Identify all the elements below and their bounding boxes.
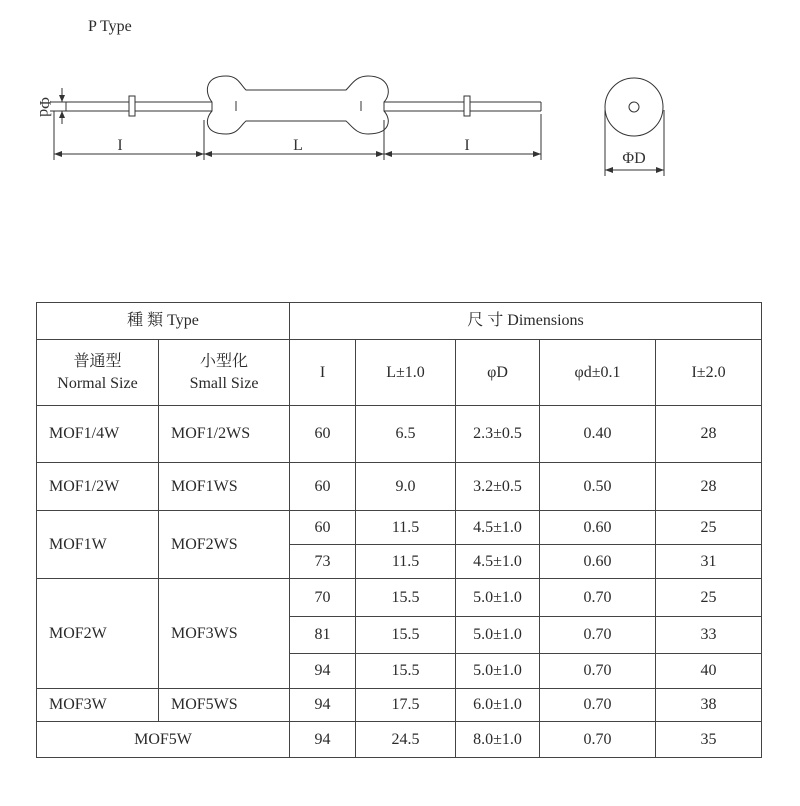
normal-size-cell: MOF3W (37, 689, 159, 722)
cell-I: 60 (290, 511, 356, 545)
col-lead-diameter: φd±0.1 (540, 340, 656, 406)
cell-I: 94 (290, 722, 356, 758)
cell-I2: 25 (656, 579, 762, 617)
col-lead-length: I (290, 340, 356, 406)
cell-I2: 38 (656, 689, 762, 722)
cell-D: 5.0±1.0 (456, 617, 540, 654)
table-row (37, 463, 762, 511)
body-diameter-label: ΦD (622, 150, 646, 167)
normal-size-cell: MOF1/4W (37, 406, 159, 463)
small-size-cell: MOF1WS (159, 463, 290, 511)
table-row (37, 406, 762, 463)
cell-D: 4.5±1.0 (456, 511, 540, 545)
normal-size-en: Normal Size (57, 374, 138, 392)
merged-type-cell: MOF5W (37, 722, 290, 758)
cell-d: 0.70 (540, 579, 656, 617)
small-size-cell: MOF3WS (159, 579, 290, 689)
normal-size-cn: 普通型 (73, 352, 122, 370)
cell-I: 94 (290, 689, 356, 722)
cell-d: 0.70 (540, 617, 656, 654)
resistor-dimension-drawing (0, 60, 800, 190)
cell-D: 4.5±1.0 (456, 545, 540, 579)
lead-length-label-left: I (117, 137, 123, 154)
cell-I: 70 (290, 579, 356, 617)
type-header: 種 類 Type (37, 303, 290, 340)
table-row (37, 722, 762, 758)
type-title: P Type (88, 18, 132, 35)
small-size-cell: MOF2WS (159, 511, 290, 579)
cell-L: 15.5 (356, 617, 456, 654)
cell-I2: 25 (656, 511, 762, 545)
cell-I2: 31 (656, 545, 762, 579)
cell-d: 0.70 (540, 722, 656, 758)
cell-I: 60 (290, 463, 356, 511)
lead-length-label-right: I (464, 137, 470, 154)
cell-I2: 35 (656, 722, 762, 758)
cell-D: 2.3±0.5 (456, 406, 540, 463)
dimensions-table (36, 302, 762, 758)
cell-D: 3.2±0.5 (456, 463, 540, 511)
cell-I2: 40 (656, 654, 762, 689)
cell-I2: 33 (656, 617, 762, 654)
cell-D: 8.0±1.0 (456, 722, 540, 758)
cell-d: 0.60 (540, 511, 656, 545)
cell-L: 9.0 (356, 463, 456, 511)
small-size-cn: 小型化 (200, 352, 249, 370)
lead-diameter-label: Φd (36, 97, 53, 117)
cell-d: 0.60 (540, 545, 656, 579)
normal-size-cell: MOF1/2W (37, 463, 159, 511)
small-size-cell: MOF5WS (159, 689, 290, 722)
small-size-header (159, 340, 290, 406)
col-body-length: L±1.0 (356, 340, 456, 406)
col-lead-length-tol: I±2.0 (656, 340, 762, 406)
normal-size-header (37, 340, 159, 406)
cell-L: 17.5 (356, 689, 456, 722)
cell-d: 0.70 (540, 689, 656, 722)
cell-d: 0.40 (540, 406, 656, 463)
cell-d: 0.70 (540, 654, 656, 689)
cell-L: 6.5 (356, 406, 456, 463)
cell-I: 81 (290, 617, 356, 654)
cell-I: 94 (290, 654, 356, 689)
cell-L: 15.5 (356, 579, 456, 617)
cell-L: 11.5 (356, 545, 456, 579)
cell-I2: 28 (656, 406, 762, 463)
cell-d: 0.50 (540, 463, 656, 511)
cell-I: 60 (290, 406, 356, 463)
cell-D: 6.0±1.0 (456, 689, 540, 722)
table-row (37, 689, 762, 722)
cell-L: 24.5 (356, 722, 456, 758)
dimensions-header: 尺 寸 Dimensions (290, 303, 762, 340)
normal-size-cell: MOF1W (37, 511, 159, 579)
small-size-en: Small Size (189, 374, 259, 392)
small-size-cell: MOF1/2WS (159, 406, 290, 463)
table-row (37, 579, 762, 617)
cell-I: 73 (290, 545, 356, 579)
body-length-label: L (293, 137, 303, 154)
cell-D: 5.0±1.0 (456, 654, 540, 689)
cell-D: 5.0±1.0 (456, 579, 540, 617)
normal-size-cell: MOF2W (37, 579, 159, 689)
table-row (37, 511, 762, 545)
cell-L: 11.5 (356, 511, 456, 545)
cell-L: 15.5 (356, 654, 456, 689)
cell-I2: 28 (656, 463, 762, 511)
col-body-diameter: φD (456, 340, 540, 406)
